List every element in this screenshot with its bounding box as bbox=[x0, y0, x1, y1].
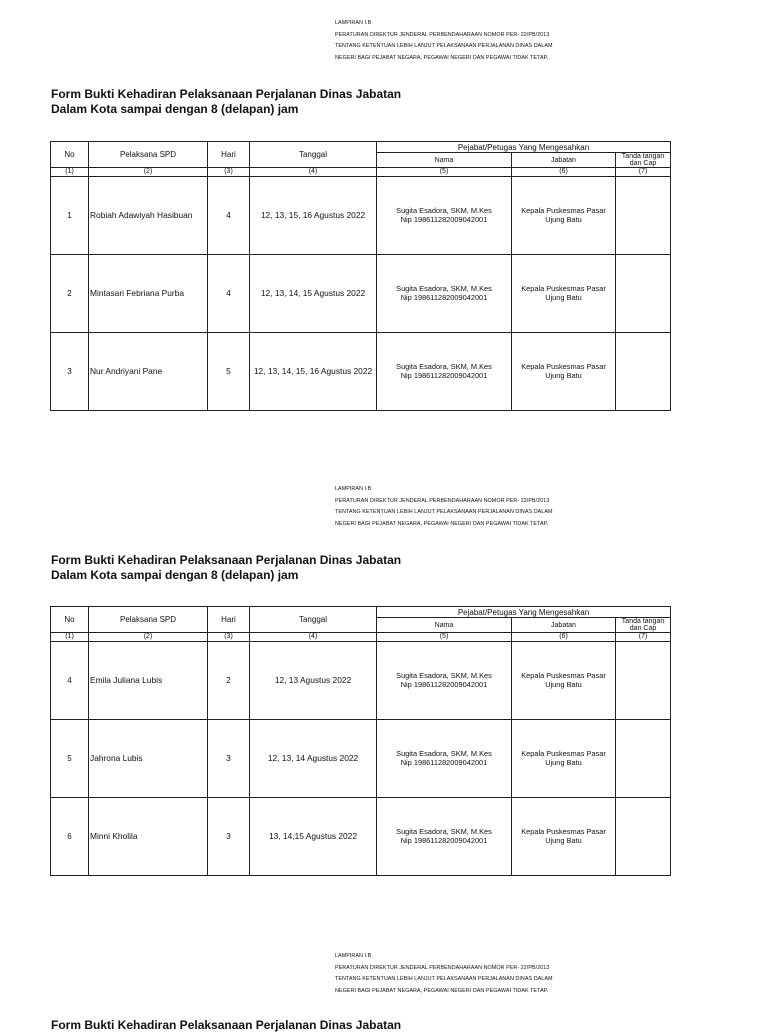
official-name: Sugita Esadora, SKM, M.Kes bbox=[396, 827, 492, 836]
col-number: (7) bbox=[616, 633, 671, 642]
form-title-line2: Dalam Kota sampai dengan 8 (delapan) jam bbox=[51, 568, 299, 582]
form-title bbox=[51, 553, 571, 583]
official-nip: Nip 198611282009042001 bbox=[400, 836, 488, 845]
cell-official bbox=[377, 641, 512, 719]
cell-name: Nur Andriyani Pane bbox=[89, 332, 208, 410]
form-title-line1: Form Bukti Kehadiran Pelaksanaan Perjalanan Dinas Jabatan bbox=[51, 1018, 402, 1032]
col-number: (3) bbox=[208, 168, 250, 177]
cell-tanggal: 12, 13, 15, 16 Agustus 2022 bbox=[250, 176, 377, 254]
cell-official bbox=[377, 332, 512, 410]
cell-jabatan: Kepala Puskesmas Pasar Ujung Batu bbox=[512, 797, 616, 875]
official-name: Sugita Esadora, SKM, M.Kes bbox=[396, 749, 492, 758]
regulation-line: LAMPIRAN I.B bbox=[335, 20, 372, 26]
cell-jabatan: Kepala Puskesmas Pasar Ujung Batu bbox=[512, 719, 616, 797]
cell-jabatan: Kepala Puskesmas Pasar Ujung Batu bbox=[512, 641, 616, 719]
form-title bbox=[51, 1018, 571, 1033]
col-number: (2) bbox=[89, 633, 208, 642]
regulation-line: TENTANG KETENTUAN LEBIH LANJUT PELAKSANAAN PERJALANAN DINAS DALAM bbox=[335, 509, 553, 516]
regulation-line: NEGERI BAGI PEJABAT NEGARA, PEGAWAI NEGERI DAN PEGAWAI TIDAK TETAP. bbox=[335, 987, 549, 994]
cell-hari: 3 bbox=[208, 797, 250, 875]
col-number: (6) bbox=[512, 168, 616, 177]
header-tanggal: Tanggal bbox=[250, 142, 377, 168]
cell-tanggal: 12, 13, 14, 15 Agustus 2022 bbox=[250, 254, 377, 332]
cell-no: 4 bbox=[51, 641, 89, 719]
form-title-line1: Form Bukti Kehadiran Pelaksanaan Perjalanan Dinas Jabatan bbox=[51, 87, 402, 101]
regulation-note bbox=[335, 18, 635, 64]
cell-signature bbox=[616, 254, 671, 332]
header-no: No bbox=[51, 607, 89, 633]
table-row bbox=[51, 641, 671, 719]
regulation-note bbox=[335, 951, 635, 997]
cell-signature bbox=[616, 641, 671, 719]
form-title-line1: Form Bukti Kehadiran Pelaksanaan Perjalanan Dinas Jabatan bbox=[51, 553, 402, 567]
cell-hari: 5 bbox=[208, 332, 250, 410]
table-row bbox=[51, 332, 671, 410]
header-hari: Hari bbox=[208, 607, 250, 633]
header-hari: Hari bbox=[208, 142, 250, 168]
official-nip: Nip 198611282009042001 bbox=[400, 215, 488, 224]
regulation-note bbox=[335, 484, 635, 530]
cell-hari: 4 bbox=[208, 254, 250, 332]
col-number: (5) bbox=[377, 633, 512, 642]
header-group: Pejabat/Petugas Yang Mengesahkan bbox=[377, 142, 671, 153]
attendance-table bbox=[50, 141, 671, 411]
cell-name: Jahrona Lubis bbox=[89, 719, 208, 797]
cell-hari: 3 bbox=[208, 719, 250, 797]
header-tanggal: Tanggal bbox=[250, 607, 377, 633]
cell-official bbox=[377, 254, 512, 332]
cell-name: Robiah Adawiyah Hasibuan bbox=[89, 176, 208, 254]
table-row bbox=[51, 254, 671, 332]
col-number: (1) bbox=[51, 168, 89, 177]
cell-jabatan: Kepala Puskesmas Pasar Ujung Batu bbox=[512, 332, 616, 410]
official-nip: Nip 198611282009042001 bbox=[400, 293, 488, 302]
cell-no: 1 bbox=[51, 176, 89, 254]
cell-official bbox=[377, 719, 512, 797]
regulation-line: LAMPIRAN I.B bbox=[335, 486, 372, 492]
col-number: (4) bbox=[250, 168, 377, 177]
cell-tanggal: 12, 13, 14, 15, 16 Agustus 2022 bbox=[250, 332, 377, 410]
header-nama: Nama bbox=[377, 153, 512, 168]
official-name: Sugita Esadora, SKM, M.Kes bbox=[396, 671, 492, 680]
header-jabatan: Jabatan bbox=[512, 618, 616, 633]
attendance-table bbox=[50, 606, 671, 876]
table-row bbox=[51, 176, 671, 254]
cell-hari: 4 bbox=[208, 176, 250, 254]
col-number: (6) bbox=[512, 633, 616, 642]
cell-signature bbox=[616, 176, 671, 254]
cell-official bbox=[377, 176, 512, 254]
header-group: Pejabat/Petugas Yang Mengesahkan bbox=[377, 607, 671, 618]
cell-signature bbox=[616, 797, 671, 875]
regulation-line: NEGERI BAGI PEJABAT NEGARA, PEGAWAI NEGERI DAN PEGAWAI TIDAK TETAP. bbox=[335, 520, 549, 527]
cell-name: Mintasari Febriana Purba bbox=[89, 254, 208, 332]
header-ttd: Tanda tangan dan Cap bbox=[616, 153, 671, 168]
form-title bbox=[51, 87, 571, 117]
cell-signature bbox=[616, 719, 671, 797]
cell-name: Emila Juliana Lubis bbox=[89, 641, 208, 719]
col-number: (7) bbox=[616, 168, 671, 177]
cell-no: 6 bbox=[51, 797, 89, 875]
regulation-line: LAMPIRAN I.B bbox=[335, 953, 372, 959]
regulation-line: PERATURAN DIREKTUR JENDERAL PERBENDAHARAAN NOMOR PER- 22/PB/2013 bbox=[335, 964, 550, 971]
cell-tanggal: 12, 13, 14 Agustus 2022 bbox=[250, 719, 377, 797]
cell-tanggal: 13, 14,15 Agustus 2022 bbox=[250, 797, 377, 875]
header-pelaksana: Pelaksana SPD bbox=[89, 142, 208, 168]
official-name: Sugita Esadora, SKM, M.Kes bbox=[396, 284, 492, 293]
header-jabatan: Jabatan bbox=[512, 153, 616, 168]
regulation-line: TENTANG KETENTUAN LEBIH LANJUT PELAKSANAAN PERJALANAN DINAS DALAM bbox=[335, 976, 553, 983]
cell-no: 3 bbox=[51, 332, 89, 410]
header-pelaksana: Pelaksana SPD bbox=[89, 607, 208, 633]
regulation-line: NEGERI BAGI PEJABAT NEGARA, PEGAWAI NEGERI DAN PEGAWAI TIDAK TETAP. bbox=[335, 54, 549, 61]
col-number: (2) bbox=[89, 168, 208, 177]
official-nip: Nip 198611282009042001 bbox=[400, 758, 488, 767]
cell-signature bbox=[616, 332, 671, 410]
header-nama: Nama bbox=[377, 618, 512, 633]
table-row bbox=[51, 719, 671, 797]
cell-no: 2 bbox=[51, 254, 89, 332]
official-nip: Nip 198611282009042001 bbox=[400, 371, 488, 380]
regulation-line: PERATURAN DIREKTUR JENDERAL PERBENDAHARAAN NOMOR PER- 22/PB/2013 bbox=[335, 31, 550, 38]
col-number: (1) bbox=[51, 633, 89, 642]
cell-hari: 2 bbox=[208, 641, 250, 719]
cell-no: 5 bbox=[51, 719, 89, 797]
cell-jabatan: Kepala Puskesmas Pasar Ujung Batu bbox=[512, 254, 616, 332]
col-number: (4) bbox=[250, 633, 377, 642]
header-no: No bbox=[51, 142, 89, 168]
cell-official bbox=[377, 797, 512, 875]
cell-tanggal: 12, 13 Agustus 2022 bbox=[250, 641, 377, 719]
regulation-line: TENTANG KETENTUAN LEBIH LANJUT PELAKSANAAN PERJALANAN DINAS DALAM bbox=[335, 43, 553, 50]
regulation-line: PERATURAN DIREKTUR JENDERAL PERBENDAHARAAN NOMOR PER- 22/PB/2013 bbox=[335, 497, 550, 504]
official-nip: Nip 198611282009042001 bbox=[400, 680, 488, 689]
col-number: (5) bbox=[377, 168, 512, 177]
official-name: Sugita Esadora, SKM, M.Kes bbox=[396, 362, 492, 371]
table-row bbox=[51, 797, 671, 875]
header-ttd: Tanda tangan dan Cap bbox=[616, 618, 671, 633]
form-title-line2: Dalam Kota sampai dengan 8 (delapan) jam bbox=[51, 102, 299, 116]
col-number: (3) bbox=[208, 633, 250, 642]
official-name: Sugita Esadora, SKM, M.Kes bbox=[396, 206, 492, 215]
cell-jabatan: Kepala Puskesmas Pasar Ujung Batu bbox=[512, 176, 616, 254]
cell-name: Minni Kholila bbox=[89, 797, 208, 875]
